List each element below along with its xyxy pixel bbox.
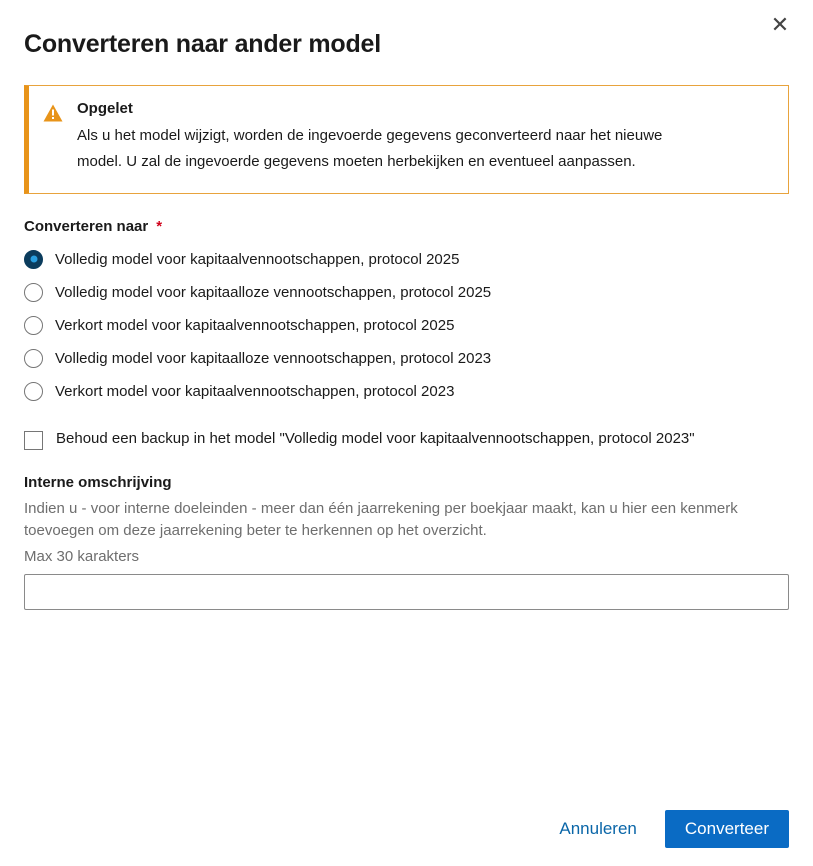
radio-indicator[interactable] [24, 382, 43, 401]
radio-indicator[interactable] [24, 283, 43, 302]
radio-option-volledig-kapitaalloze-2023[interactable] [24, 342, 789, 375]
radio-indicator[interactable] [24, 316, 43, 335]
backup-checkbox[interactable] [24, 431, 43, 450]
radio-option-volledig-kapitaalloze-2025[interactable] [24, 276, 789, 309]
internal-description-max-text: Max 30 karakters [24, 548, 140, 566]
convert-field-label [24, 218, 789, 235]
page-title: Converteren naar ander model [24, 30, 382, 58]
backup-checkbox-row[interactable] [24, 428, 789, 451]
convert-button[interactable]: Converteer [665, 810, 789, 848]
internal-description-title: Interne omschrijving [24, 474, 172, 492]
radio-indicator[interactable] [24, 250, 43, 269]
warning-triangle-icon [43, 104, 63, 175]
required-indicator: * [156, 217, 163, 235]
warning-title: Opgelet [77, 100, 133, 117]
radio-option-label: Volledig model voor kapitaalloze vennootschappen, protocol 2023 [55, 349, 492, 367]
radio-option-label: Verkort model voor kapitaalvennootschappen, protocol 2025 [55, 316, 455, 334]
backup-checkbox-label: Behoud een backup in het model "Volledig model voor kapitaalvennootschappen, protocol 2023" [56, 429, 695, 447]
radio-indicator[interactable] [24, 349, 43, 368]
radio-option-label: Volledig model voor kapitaalvennootschappen, protocol 2025 [55, 250, 460, 268]
warning-body [77, 100, 770, 175]
dialog-spacer [24, 610, 789, 810]
cancel-button[interactable]: Annuleren [555, 813, 641, 845]
radio-option-label: Volledig model voor kapitaalloze vennootschappen, protocol 2025 [55, 283, 492, 301]
radio-option-verkort-kapitaal-2023[interactable] [24, 375, 789, 408]
convert-target-radio-group [24, 243, 789, 408]
dialog-footer [24, 810, 789, 866]
radio-option-label: Verkort model voor kapitaalvennootschappen, protocol 2023 [55, 382, 455, 400]
internal-description-input[interactable] [24, 574, 789, 610]
radio-option-volledig-kapitaal-2025[interactable] [24, 243, 789, 276]
radio-option-verkort-kapitaal-2025[interactable] [24, 309, 789, 342]
warning-banner [24, 85, 789, 194]
convert-field-label-text: Converteren naar [24, 217, 149, 235]
warning-text: Als u het model wijzigt, worden de ingevoerde gegevens geconverteerd naar het nieuwe model. U zal de ingevoerde gegevens moeten herbekijken en eventueel aanpassen. [77, 127, 663, 170]
close-icon[interactable]: ✕ [765, 10, 795, 40]
internal-description-helper: Indien u - voor interne doeleinden - meer dan één jaarrekening per boekjaar maakt, kan u hier een kenmerk toevoegen om deze jaarrekening beter te herkennen op het overzicht. [24, 500, 738, 540]
